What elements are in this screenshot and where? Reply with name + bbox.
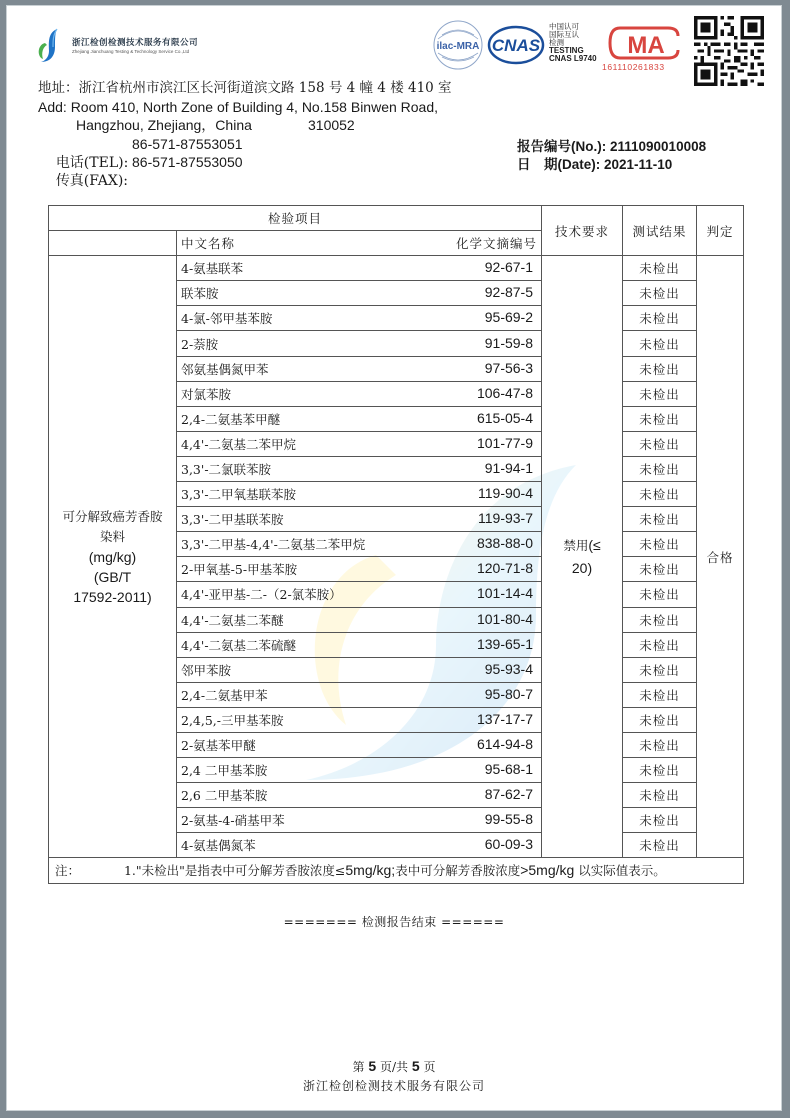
test-results-table <box>48 205 744 884</box>
report-page <box>6 5 782 1111</box>
substance-cell <box>177 808 542 833</box>
substance-name: 邻甲苯胺 <box>181 662 232 678</box>
substance-cell <box>177 431 542 456</box>
substance-cell <box>177 456 542 481</box>
substance-cell <box>177 582 542 607</box>
cas-number: 60-09-3 <box>484 836 534 853</box>
page-total: 5 <box>411 1058 420 1074</box>
report-number-label-cn: 报告编号 <box>517 139 571 155</box>
note-row <box>49 858 744 883</box>
cas-number: 95-80-7 <box>484 685 534 702</box>
cnas-cert-text <box>549 23 597 63</box>
substance-cell <box>177 758 542 783</box>
substance-name: 4-氨基联苯 <box>181 261 244 277</box>
substance-name: 2-萘胺 <box>181 336 219 352</box>
address-en-line2: Hangzhou, Zhejiang，China <box>76 117 252 133</box>
requirement-text: 禁用 <box>563 538 589 554</box>
report-date <box>517 153 672 173</box>
substance-name: 2,4-二氨基苯甲醚 <box>181 411 281 427</box>
result-cell: 未检出 <box>623 507 697 532</box>
substance-cell <box>177 482 542 507</box>
note-text: 5mg/kg; <box>345 862 396 879</box>
result-cell: 未检出 <box>623 356 697 381</box>
report-date-label-en: (Date): <box>557 157 604 172</box>
page-indicator <box>6 1058 782 1075</box>
substance-name: 2-甲氧基-5-甲基苯胺 <box>181 562 298 578</box>
substance-cell <box>177 256 542 281</box>
company-logo-icon <box>35 27 61 63</box>
result-cell: 未检出 <box>623 758 697 783</box>
category-standard: 17592-2011) <box>73 588 152 605</box>
table-header-row <box>49 206 744 231</box>
report-number-label-en: (No.): <box>571 139 610 154</box>
substance-name: 联苯胺 <box>181 286 219 302</box>
substance-cell <box>177 507 542 532</box>
cert-line: TESTING <box>549 46 584 55</box>
substance-name: 邻氨基偶氮甲苯 <box>181 361 269 377</box>
cas-number: 614-94-8 <box>476 736 534 753</box>
requirement-limit: (≤ <box>588 537 601 554</box>
substance-cell <box>177 281 542 306</box>
result-cell: 未检出 <box>623 482 697 507</box>
substance-name: 4-氯-邻甲基苯胺 <box>181 311 273 327</box>
substance-cell <box>177 632 542 657</box>
cma-logo-icon <box>606 24 682 62</box>
substance-cell <box>177 381 542 406</box>
footer-company-name: 浙江检创检测技术服务有限公司 <box>302 1079 485 1093</box>
postcode: 310052 <box>308 117 355 133</box>
substance-cell <box>177 356 542 381</box>
header-test-item: 检验项目 <box>49 206 542 231</box>
cert-line: 中国认可 <box>549 22 579 31</box>
page-text: 第 <box>352 1060 369 1074</box>
substance-cell <box>177 707 542 732</box>
cas-number: 106-47-8 <box>476 384 534 401</box>
fax-label <box>38 153 128 210</box>
report-number-value: 2111090010008 <box>609 139 707 154</box>
substance-name: 2,6 二甲基苯胺 <box>181 788 268 804</box>
result-cell: 未检出 <box>623 381 697 406</box>
cas-number: 101-14-4 <box>476 585 534 602</box>
category-unit: (mg/kg) <box>88 548 137 565</box>
category-line: 染料 <box>99 528 125 544</box>
qr-code-icon <box>694 15 764 87</box>
substance-name: 2-氨基苯甲醚 <box>181 738 256 754</box>
cas-number: 120-71-8 <box>476 560 534 577</box>
cas-number: 87-62-7 <box>484 786 534 803</box>
cas-number: 97-56-3 <box>484 359 534 376</box>
cas-number: 91-59-8 <box>484 334 534 351</box>
cas-number: 92-67-1 <box>484 259 534 276</box>
note-text: 表中可分解芳香胺浓度 <box>395 863 521 879</box>
result-cell: 未检出 <box>623 732 697 757</box>
substance-name: 2,4,5,-三甲基苯胺 <box>181 712 284 728</box>
page-current: 5 <box>368 1058 377 1074</box>
verdict-cell: 合格 <box>697 256 744 858</box>
note-text: 1."未检出"是指表中可分解芳香胺浓度≤ <box>123 863 346 879</box>
result-cell: 未检出 <box>623 557 697 582</box>
substance-cell <box>177 783 542 808</box>
requirement-limit-value: 20) <box>571 560 593 577</box>
tel-value: 86-571-87553051 <box>132 136 243 152</box>
svg-text:ilac-MRA: ilac-MRA <box>436 41 480 52</box>
substance-cell <box>177 331 542 356</box>
cert-line: 检测 <box>549 38 564 47</box>
substance-name: 4,4'-二氨基二苯硫醚 <box>181 637 297 653</box>
cas-number: 615-05-4 <box>476 409 534 426</box>
substance-name: 2,4-二氨基甲苯 <box>181 687 268 703</box>
result-cell: 未检出 <box>623 808 697 833</box>
substance-cell <box>177 732 542 757</box>
cas-number: 139-65-1 <box>476 635 534 652</box>
note-text: 以实际值表示。 <box>574 863 666 879</box>
substance-cell <box>177 682 542 707</box>
substance-name: 4,4'-二氨基二苯甲烷 <box>181 436 297 452</box>
result-cell: 未检出 <box>623 657 697 682</box>
fax-label-text: 传真(FAX): <box>55 173 129 189</box>
cnas-logo-icon <box>487 25 545 65</box>
result-cell: 未检出 <box>623 306 697 331</box>
cas-number: 838-88-0 <box>476 535 534 552</box>
fax-value: 86-571-87553050 <box>132 154 243 170</box>
substance-cell <box>177 406 542 431</box>
substance-name: 3,3'-二甲基联苯胺 <box>181 512 284 528</box>
report-number <box>517 135 706 155</box>
substance-cell <box>177 557 542 582</box>
report-date-value: 2021-11-10 <box>604 157 673 172</box>
company-name-cn: 浙江检创检测技术服务有限公司 <box>72 38 199 48</box>
address-en-line1: Add: Room 410, North Zone of Building 4, No.158 Binwen Road, <box>38 99 439 115</box>
svg-text:CNAS: CNAS <box>491 36 541 55</box>
result-cell: 未检出 <box>623 256 697 281</box>
result-cell: 未检出 <box>623 833 697 858</box>
category-standard: (GB/T <box>93 568 132 585</box>
category-line: 可分解致癌芳香胺 <box>62 508 163 524</box>
cert-line: 国际互认 <box>549 30 579 39</box>
result-cell: 未检出 <box>623 582 697 607</box>
note-text: >5mg/kg <box>520 862 575 879</box>
substance-name: 3,3'-二甲基-4,4'-二氨基二苯甲烷 <box>181 537 366 553</box>
result-cell: 未检出 <box>623 632 697 657</box>
cas-number: 91-94-1 <box>484 459 534 476</box>
result-cell: 未检出 <box>623 707 697 732</box>
substance-cell <box>177 657 542 682</box>
header-cn-name: 中文名称 <box>181 236 236 252</box>
result-cell: 未检出 <box>623 456 697 481</box>
result-cell: 未检出 <box>623 406 697 431</box>
substance-name: 4-氨基偶氮苯 <box>181 838 256 854</box>
header-requirement: 技术要求 <box>542 206 623 256</box>
header-result: 测试结果 <box>623 206 697 256</box>
result-cell: 未检出 <box>623 783 697 808</box>
note-label: 注： <box>55 863 81 879</box>
end-of-report-marker: ======= 检测报告结束 ====== <box>283 915 505 929</box>
result-cell: 未检出 <box>623 281 697 306</box>
cas-number: 119-90-4 <box>478 485 534 502</box>
substance-name: 对氯苯胺 <box>181 386 232 402</box>
ilac-mra-logo-icon <box>432 19 484 71</box>
substance-cell <box>177 833 542 858</box>
cas-number: 101-80-4 <box>476 610 534 627</box>
cas-number: 101-77-9 <box>476 434 534 451</box>
page-text: 页/共 <box>376 1060 412 1074</box>
address-cn: 地址：浙江省杭州市滨江区长河街道滨文路 158 号 4 幢 4 楼 410 室 <box>38 80 452 96</box>
cas-number: 92-87-5 <box>484 284 534 301</box>
cas-number: 119-93-7 <box>478 510 534 527</box>
substance-name: 2-氨基-4-硝基甲苯 <box>181 813 285 829</box>
cas-number: 95-69-2 <box>484 309 534 326</box>
substance-cell <box>177 532 542 557</box>
substance-name: 3,3'-二甲氧基联苯胺 <box>181 487 297 503</box>
company-name-en: Zhejiang Jianchuang Testing & Technology Service Co.,Ltd <box>72 49 190 54</box>
result-cell: 未检出 <box>623 431 697 456</box>
header-name-cas <box>177 231 542 256</box>
test-category <box>49 256 177 858</box>
cas-number: 99-55-8 <box>484 811 534 828</box>
result-cell: 未检出 <box>623 607 697 632</box>
header-cas: 化学文摘编号 <box>456 236 538 252</box>
substance-name: 2,4 二甲基苯胺 <box>181 763 268 779</box>
substance-cell <box>177 306 542 331</box>
substance-name: 3,3'-二氯联苯胺 <box>181 461 272 477</box>
page-text: 页 <box>419 1060 436 1074</box>
tel-label-text: 电话(TEL): <box>55 155 129 171</box>
header-blank <box>49 231 177 256</box>
cas-number: 95-68-1 <box>484 761 534 778</box>
cma-number: 161110261833 <box>602 62 665 72</box>
cert-line: CNAS L9740 <box>549 54 597 63</box>
cas-number: 95-93-4 <box>484 660 534 677</box>
result-cell: 未检出 <box>623 532 697 557</box>
substance-name: 4,4'-亚甲基-二-（2-氯苯胺） <box>181 587 342 603</box>
result-cell: 未检出 <box>623 682 697 707</box>
note-cell <box>49 858 744 883</box>
substance-name: 4,4'-二氨基二苯醚 <box>181 612 284 628</box>
substance-cell <box>177 607 542 632</box>
cas-number: 137-17-7 <box>476 710 534 727</box>
report-date-label-cn: 日 期 <box>517 157 558 173</box>
table-row <box>49 256 744 281</box>
result-cell: 未检出 <box>623 331 697 356</box>
svg-text:MA: MA <box>627 32 665 59</box>
header-verdict: 判定 <box>697 206 744 256</box>
requirement-cell <box>542 256 623 858</box>
